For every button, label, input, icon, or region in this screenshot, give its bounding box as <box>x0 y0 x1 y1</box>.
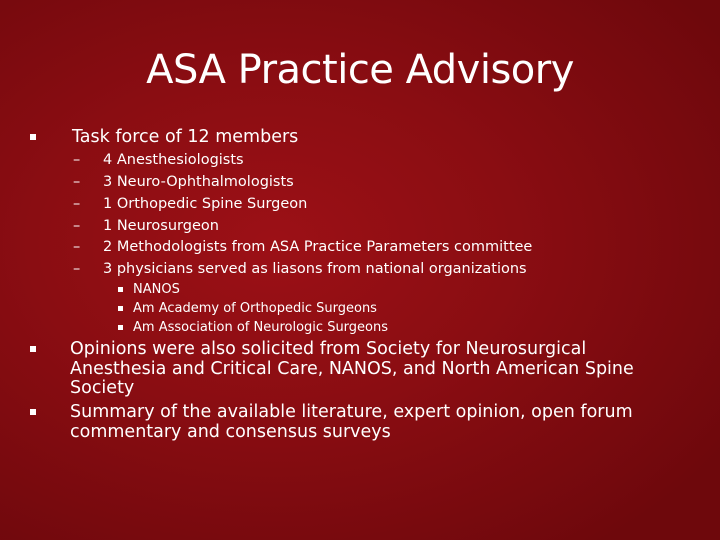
sub-item-methodologists: 2 Methodologists from ASA Practice Parameters committee <box>103 239 533 255</box>
slide-title: ASA Practice Advisory <box>146 47 574 93</box>
dash-icon: – <box>73 239 81 255</box>
sub-item-neuro-ophthalmologists: 3 Neuro-Ophthalmologists <box>103 174 294 190</box>
org-nanos: NANOS <box>133 282 180 297</box>
sub-item-neurosurgeon: 1 Neurosurgeon <box>103 218 219 234</box>
bullet-summary-line-2: commentary and consensus surveys <box>70 422 391 442</box>
org-neurologic-surgeons: Am Association of Neurologic Surgeons <box>133 320 389 335</box>
bullet-opinions-line-2: Anesthesia and Critical Care, NANOS, and North American Spine <box>70 359 634 379</box>
sub-item-liaisons: 3 physicians served as liasons from national organizations <box>103 261 527 277</box>
sub-bullet-square-icon <box>118 306 123 311</box>
bullet-summary-line-1: Summary of the available literature, expert opinion, open forum <box>70 402 633 422</box>
dash-icon: – <box>73 152 81 168</box>
bullet-square-icon <box>30 409 36 415</box>
dash-icon: – <box>73 174 81 190</box>
sub-bullet-square-icon <box>118 287 123 292</box>
bullet-opinions-line-1: Opinions were also solicited from Society for Neurosurgical <box>70 339 587 359</box>
bullet-square-icon <box>30 134 36 140</box>
sub-item-spine-surgeon: 1 Orthopedic Spine Surgeon <box>103 196 308 212</box>
bullet-square-icon <box>30 346 36 352</box>
sub-bullet-square-icon <box>118 325 123 330</box>
org-orthopedic-academy: Am Academy of Orthopedic Surgeons <box>133 301 377 316</box>
sub-item-anesthesiologists: 4 Anesthesiologists <box>103 152 244 168</box>
bullet-task-force: Task force of 12 members <box>72 127 299 147</box>
dash-icon: – <box>73 261 81 277</box>
dash-icon: – <box>73 196 81 212</box>
bullet-opinions-line-3: Society <box>70 378 135 398</box>
dash-icon: – <box>73 218 81 234</box>
